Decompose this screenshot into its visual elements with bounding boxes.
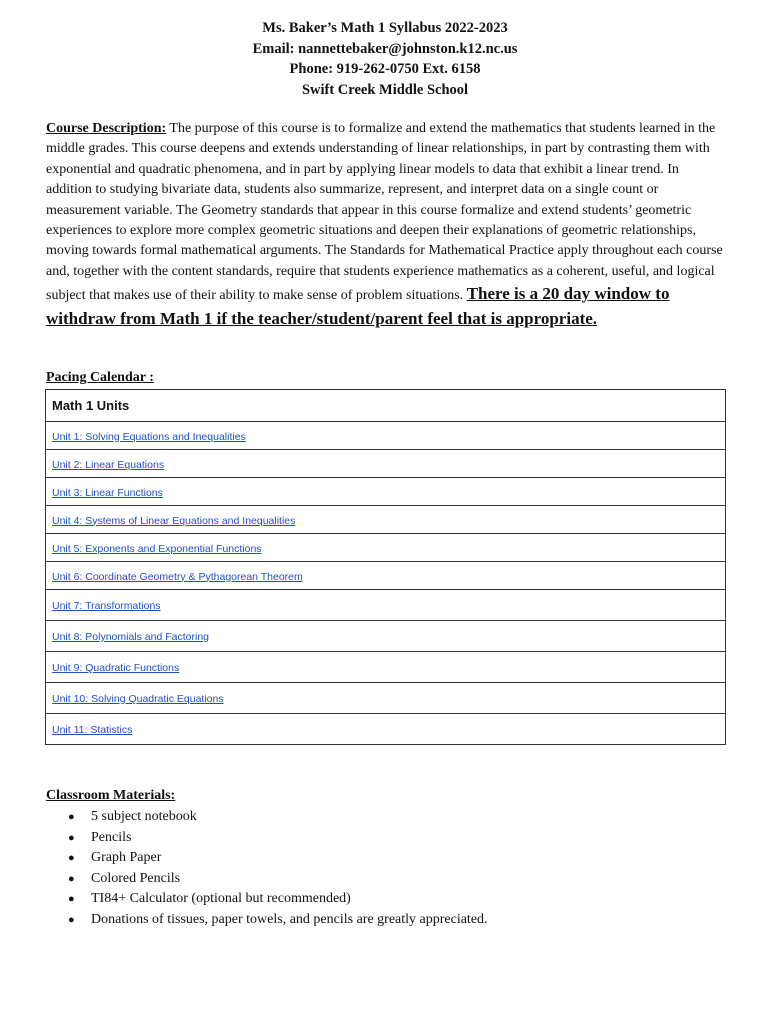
table-row bbox=[46, 590, 726, 621]
teacher-phone: Phone: 919-262-0750 Ext. 6158 bbox=[289, 61, 481, 77]
course-description-text: The purpose of this course is to formalize and extend the mathematics that students learned in the middle grades. This course deepens and extends understanding of linear relationships, in part by contrasting them with exponential and quadratic phenomena, and in part by applying linear models to data that exhibit a linear trend. In addition to studying bivariate data, students also summarize, represent, and interpret data on a single count or measurement variable. The Geometry standards that appear in this course formalize and extend students’ geometric experiences to explore more complex geometric situations and deepen their explanations of geometric relationships, moving towards formal mathematical arguments. The Standards for Mathematical Practice apply throughout each course and, together with the content standards, require that students experience mathematics as a coherent, useful, and logical subject that makes use of their ability to make sense of problem situations. bbox=[46, 121, 723, 304]
unit-link-11[interactable]: Unit 11: Statistics bbox=[52, 724, 133, 736]
unit-link-2[interactable]: Unit 2: Linear Equations bbox=[52, 458, 165, 471]
syllabus-title: Ms. Baker’s Math 1 Syllabus 2022-2023 bbox=[262, 20, 508, 36]
table-row bbox=[46, 422, 726, 450]
unit-link-8[interactable]: Unit 8: Polynomials and Factoring bbox=[52, 631, 209, 643]
pacing-calendar-label: Pacing Calendar : bbox=[46, 370, 154, 385]
table-row bbox=[46, 714, 726, 745]
table-row bbox=[46, 621, 726, 652]
course-description bbox=[46, 119, 726, 331]
table-row bbox=[46, 478, 726, 506]
classroom-materials-label: Classroom Materials: bbox=[46, 788, 176, 803]
material-text: Graph Paper bbox=[91, 850, 162, 866]
bullet-icon: ● bbox=[68, 872, 75, 885]
unit-link-6[interactable]: Unit 6: Coordinate Geometry & Pythagorean Theorem bbox=[52, 570, 303, 583]
unit-link-3[interactable]: Unit 3: Linear Functions bbox=[52, 486, 163, 499]
table-row bbox=[46, 450, 726, 478]
withdraw-notice: There is a 20 day window to withdraw from Math 1 if the teacher/student/parent feel that is appropriate. bbox=[46, 284, 670, 328]
list-item bbox=[46, 910, 488, 931]
unit-link-1[interactable]: Unit 1: Solving Equations and Inequalities bbox=[52, 430, 246, 443]
table-row bbox=[46, 562, 726, 590]
unit-link-9[interactable]: Unit 9: Quadratic Functions bbox=[52, 662, 180, 674]
unit-link-4[interactable]: Unit 4: Systems of Linear Equations and Inequalities bbox=[52, 514, 296, 527]
list-item bbox=[46, 807, 488, 828]
list-item bbox=[46, 828, 488, 849]
bullet-icon: ● bbox=[68, 893, 75, 906]
units-table-header: Math 1 Units bbox=[46, 390, 726, 422]
unit-link-10[interactable]: Unit 10: Solving Quadratic Equations bbox=[52, 693, 224, 705]
material-text: Pencils bbox=[91, 829, 132, 845]
list-item bbox=[46, 889, 488, 910]
table-row bbox=[46, 534, 726, 562]
table-row bbox=[46, 506, 726, 534]
list-item bbox=[46, 869, 488, 890]
units-table bbox=[45, 389, 726, 745]
teacher-email: Email: nannettebaker@johnston.k12.nc.us bbox=[252, 40, 518, 57]
course-description-label: Course Description: bbox=[46, 121, 167, 136]
list-item bbox=[46, 848, 488, 869]
material-text: Colored Pencils bbox=[91, 870, 181, 886]
table-row bbox=[46, 683, 726, 714]
bullet-icon: ● bbox=[68, 811, 75, 823]
material-text: TI84+ Calculator (optional but recommended) bbox=[91, 891, 351, 907]
table-row bbox=[46, 652, 726, 683]
syllabus-header bbox=[0, 18, 770, 100]
materials-list bbox=[46, 807, 488, 931]
unit-link-7[interactable]: Unit 7: Transformations bbox=[52, 600, 161, 612]
material-text: 5 subject notebook bbox=[91, 809, 197, 824]
material-text: Donations of tissues, paper towels, and pencils are greatly appreciated. bbox=[91, 911, 488, 927]
school-name: Swift Creek Middle School bbox=[301, 81, 469, 98]
unit-link-5[interactable]: Unit 5: Exponents and Exponential Functions bbox=[52, 542, 262, 555]
bullet-icon: ● bbox=[68, 913, 75, 926]
bullet-icon: ● bbox=[68, 831, 75, 844]
bullet-icon: ● bbox=[68, 852, 75, 865]
